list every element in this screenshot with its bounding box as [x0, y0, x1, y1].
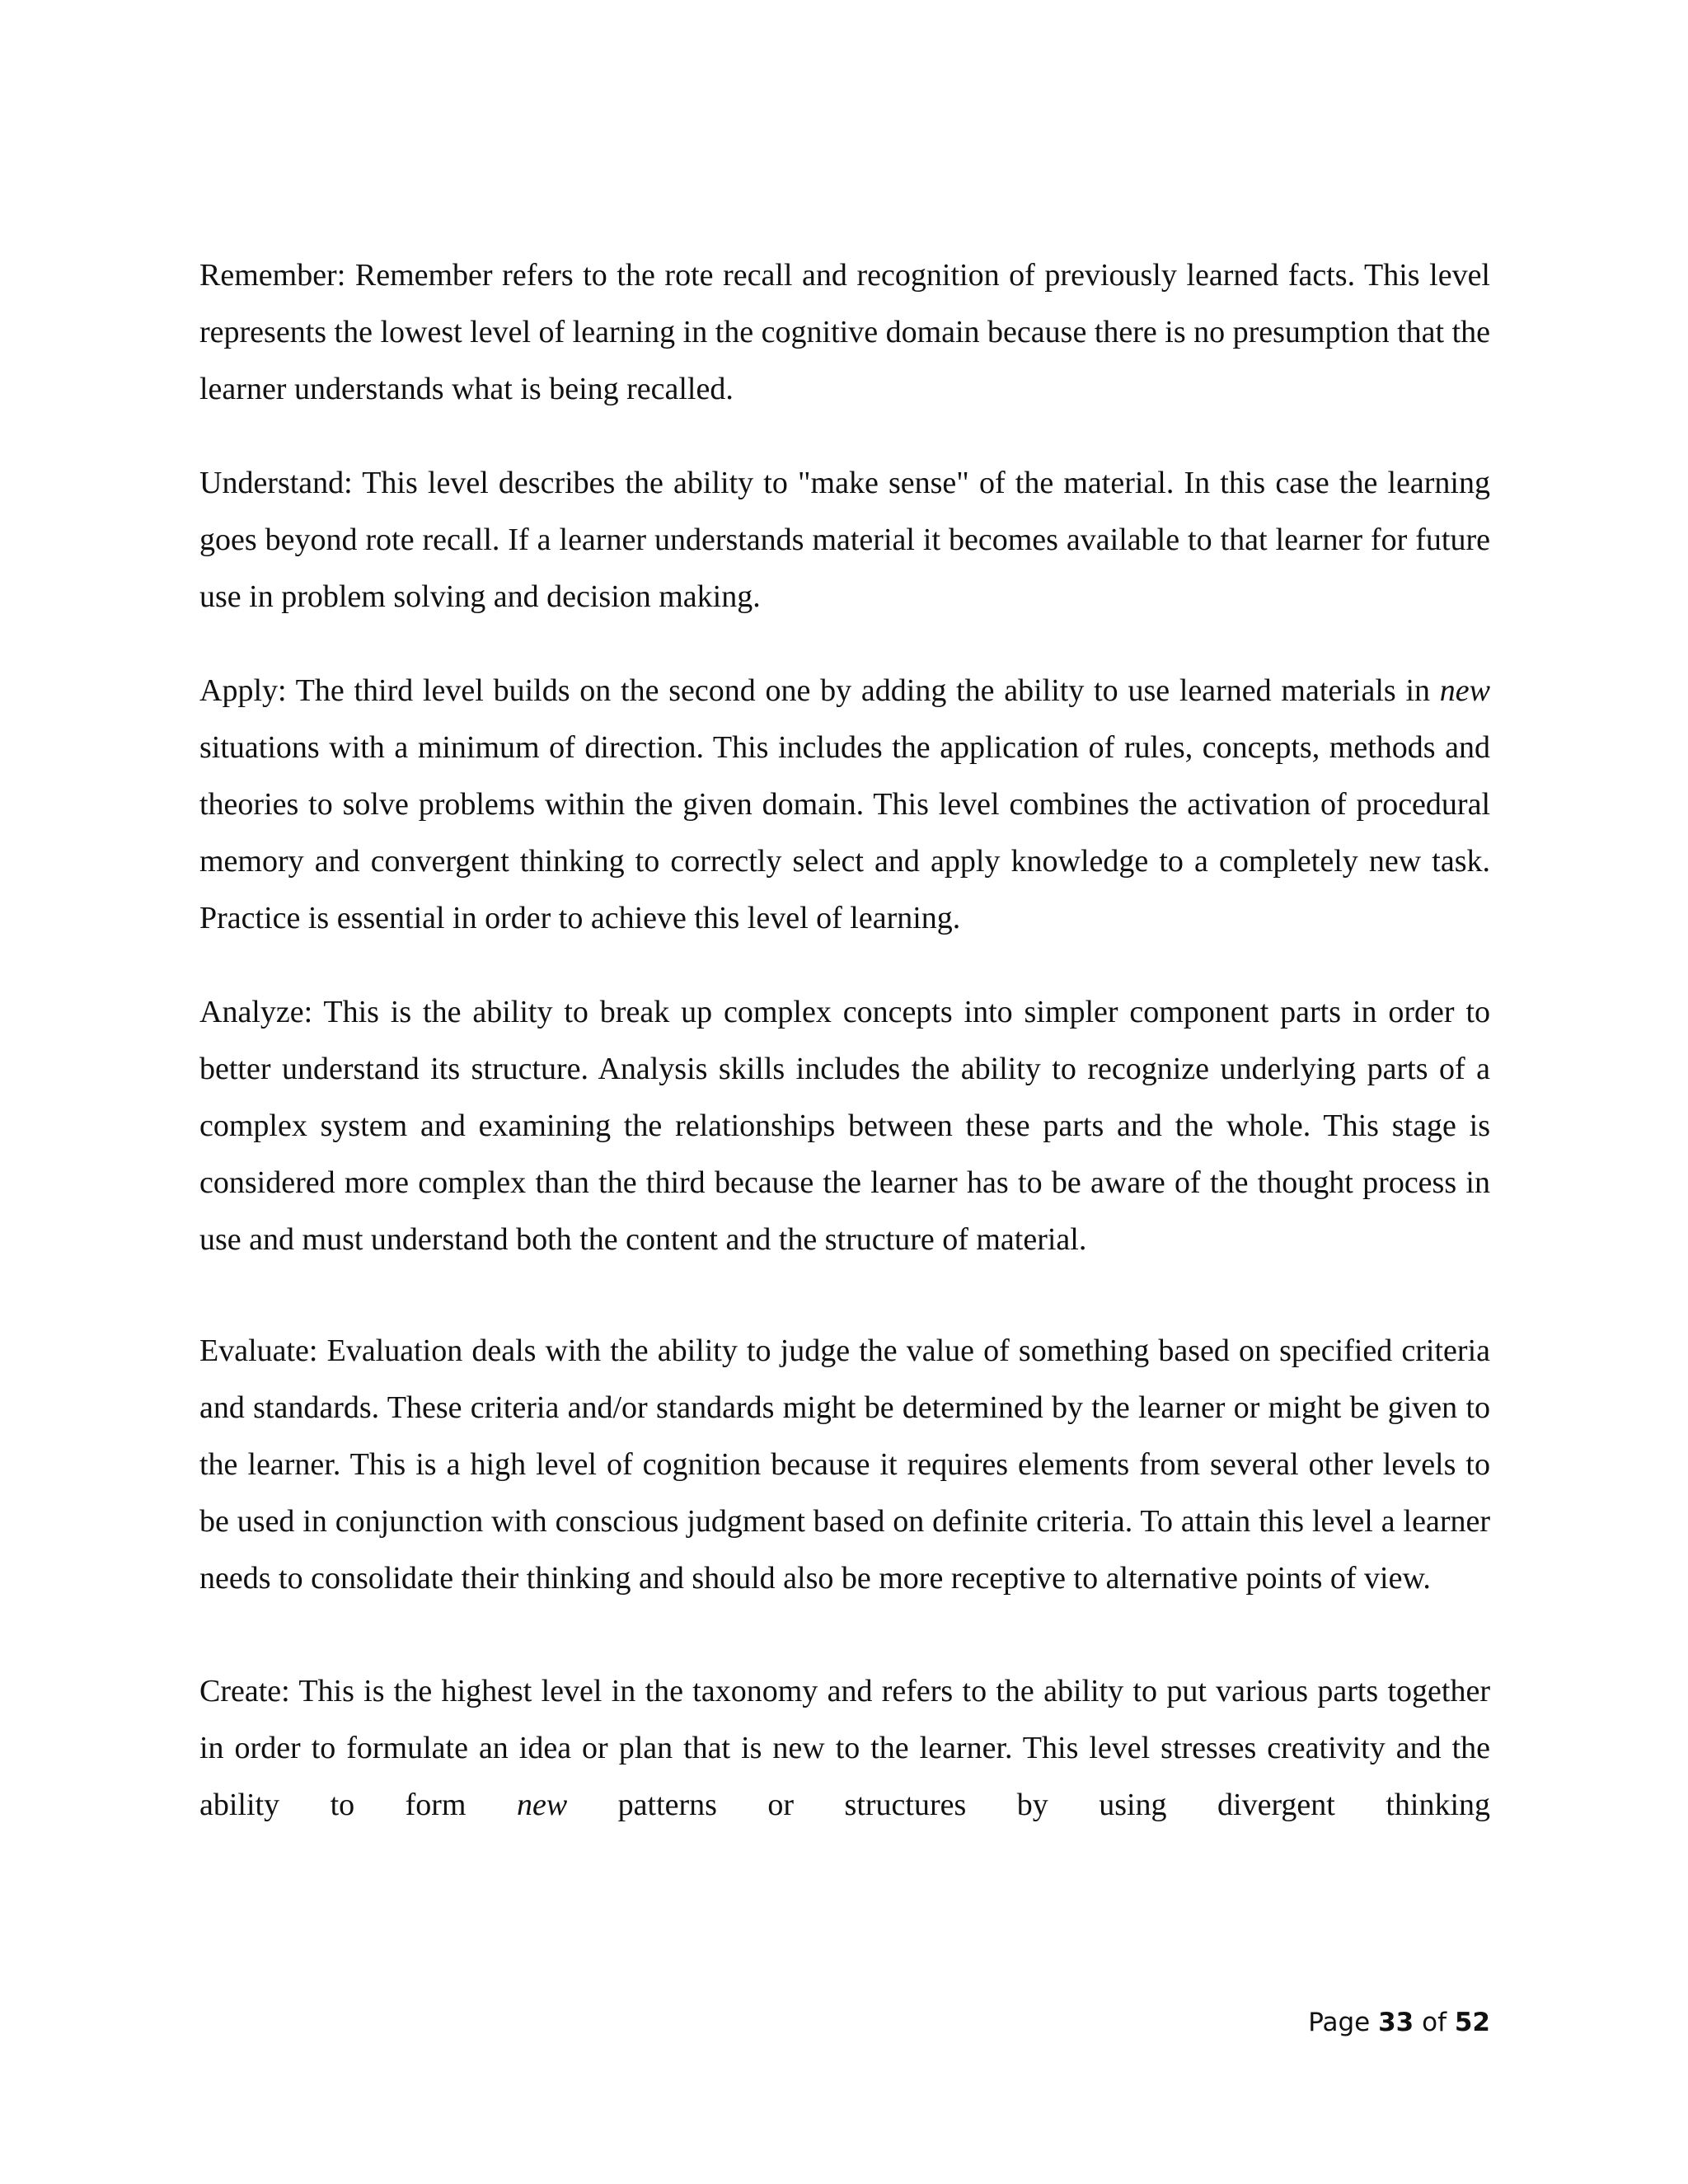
paragraph-understand: Understand: This level describes the ability to "make sense" of the material. In this case the learning goes beyond rote recall. If a learner understands material it becomes available to that learner for future use in problem solving and decision making. — [199, 466, 1490, 614]
paragraph-apply-text-end: situations with a minimum of direction. This includes the application of rules, concepts, methods and theories to solve problems within the given domain. This level combines the activation of procedural memory and convergent thinking to correctly select and apply knowledge to a completely new task. Practice is essential in order to achieve this level of learning. — [199, 730, 1490, 935]
page-word: Page — [1308, 2008, 1371, 2037]
paragraph-analyze: Analyze: This is the ability to break up complex concepts into simpler component parts in order to better understand its structure. Analysis skills includes the ability to recognize underlying parts of a complex system and examining the relationships between these parts and the whole. This stage is considered more complex than the third because the learner has to be aware of the thought process in use and must understand both the content and the structure of material. — [199, 995, 1490, 1257]
paragraph-create — [199, 1663, 1490, 1834]
page-number-footer — [1308, 2006, 1490, 2039]
paragraph-apply-emphasis: new — [1439, 673, 1490, 708]
paragraph-remember: Remember: Remember refers to the rote recall and recognition of previously learned facts. This level represents the lowest level of learning in the cognitive domain because there is no presumption that the learner understands what is being recalled. — [199, 258, 1490, 406]
paragraph-apply-text-start: Apply: The third level builds on the second one by adding the ability to use learned materials in — [199, 673, 1440, 708]
paragraph-create-emphasis: new — [516, 1788, 568, 1822]
paragraph-create-text-start: Create: This is the highest level in the taxonomy and refers to the ability to put various parts together in order to formulate an idea or plan that is new to the learner. This level stresses creativity and the ability to form — [199, 1674, 1490, 1822]
paragraph-evaluate: Evaluate: Evaluation deals with the ability to judge the value of something based on specified criteria and standards. These criteria and/or standards might be determined by the learner or might be given to the learner. This is a high level of cognition because it requires elements from several other levels to be used in conjunction with conscious judgment based on definite criteria. To attain this level a learner needs to consolidate their thinking and should also be more receptive to alternative points of view. — [199, 1333, 1490, 1596]
total-pages-number: 52 — [1454, 2008, 1490, 2037]
paragraph-create-text-end: patterns or structures by using divergent thinking — [567, 1788, 1490, 1822]
document-body — [199, 247, 1490, 1834]
paragraph-apply — [199, 663, 1490, 947]
current-page-number: 33 — [1378, 2008, 1414, 2037]
of-word: of — [1422, 2008, 1447, 2037]
